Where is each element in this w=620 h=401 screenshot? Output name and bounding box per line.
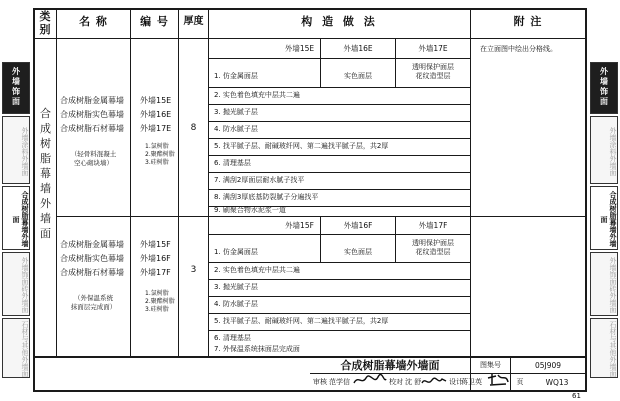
section-a-layer1-col2: 实色面层 <box>344 72 372 80</box>
right-tab-stone[interactable]: 石材与其他外墙面 <box>590 318 618 378</box>
left-tab-stone[interactable]: 石材与其他外墙面 <box>2 318 30 378</box>
design-label: 设计 <box>449 378 463 386</box>
section-b-name-1: 合成树脂金属幕墙 <box>60 240 124 249</box>
section-b-material-3: 3.硅树脂 <box>145 306 169 313</box>
reviewer-name: 范学信 <box>329 378 350 386</box>
section-b-col-head-1: 外墙15F <box>285 221 314 230</box>
left-tab-tile[interactable]: 外墙饰面砖外墙面 <box>2 252 30 316</box>
reviewer-signature <box>352 373 388 390</box>
section-b-thickness: 3 <box>190 265 197 275</box>
section-a-layer-2: 2. 实色着色填充中层共二遍 <box>214 91 300 99</box>
designer-signature <box>486 372 510 392</box>
section-b-col-head-2: 外墙16F <box>343 221 373 230</box>
designer-name: 蒋卫英 <box>461 378 482 386</box>
right-tab-resin-curtain[interactable]: 合成树脂幕墙外墙面 <box>590 186 618 250</box>
section-a-name-3: 合成树脂石材幕墙 <box>60 124 124 133</box>
section-a-code-3: 外墙17E <box>140 124 172 133</box>
page-number: 61 <box>572 392 581 400</box>
section-a-material-2: 2.聚酯树脂 <box>145 151 175 158</box>
section-a-code-2: 外墙16E <box>140 110 172 119</box>
section-b-layer1-col1: 1. 仿金属面层 <box>214 248 258 256</box>
atlas-number: 05J909 <box>534 361 562 370</box>
section-b-material-2: 2.聚酯树脂 <box>145 298 175 305</box>
section-b-layer-5: 5. 找平腻子层、耐碱玻纤网、第二遍找平腻子层，共2厚 <box>214 317 389 325</box>
category-label: 合 成 树 脂 幕 墙 外 墙 面 <box>40 107 51 240</box>
section-a-layer-5: 5. 找平腻子层、耐碱玻纤网、第二遍找平腻子层，共2厚 <box>214 142 389 150</box>
section-a-col-head-2: 外墙16E <box>343 44 373 53</box>
header-name: 名 称 <box>79 15 108 28</box>
checker-signature <box>420 373 448 392</box>
section-a-name-note: （轻骨料混凝土 空心砌块墙） <box>70 150 117 167</box>
header-code: 编 号 <box>140 15 169 28</box>
review-label: 审核 <box>313 378 327 386</box>
drawing-title: 合成树脂幕墙外墙面 <box>340 359 440 372</box>
left-tab-exterior-finish[interactable]: 外 墙 饰 面 <box>2 62 30 114</box>
checker-name: 沈 舒 <box>405 378 422 386</box>
right-side-tabs <box>588 0 620 400</box>
right-tab-coating[interactable]: 外墙涂料外墙面 <box>590 116 618 184</box>
section-b-name-note: （外保温系统 抹面层完成面） <box>70 294 117 311</box>
right-tab-tile[interactable]: 外墙饰面砖外墙面 <box>590 252 618 316</box>
section-a-thickness: 8 <box>190 123 197 133</box>
section-b-layer-6: 6. 清理基层 <box>214 334 251 342</box>
right-tab-exterior-finish[interactable]: 外 墙 饰 面 <box>590 62 618 114</box>
section-a-name-1: 合成树脂金属幕墙 <box>60 96 124 105</box>
section-a-layer-9: 9. 刷聚合物水泥浆一道 <box>214 206 286 214</box>
page-label: 页 <box>516 378 524 386</box>
section-b-layer1-col2: 实色面层 <box>344 248 372 256</box>
atlas-label: 图集号 <box>480 361 501 369</box>
section-b-layer1-col3: 透明保护面层 花纹造型层 <box>412 239 454 256</box>
section-b-col-head-3: 外墙17F <box>418 221 448 230</box>
section-b-layer-4: 4. 防水腻子层 <box>214 300 258 308</box>
left-side-tabs <box>0 0 32 400</box>
header-construction: 构 造 做 法 <box>301 15 378 28</box>
header-thickness: 厚度 <box>183 16 204 27</box>
section-b-layer-7: 7. 外保温系统抹面层完成面 <box>214 345 300 353</box>
section-a-layer-4: 4. 防水腻子层 <box>214 125 258 133</box>
section-b-code-2: 外墙16F <box>140 254 171 263</box>
section-b-code-1: 外墙15F <box>140 240 171 249</box>
section-a-layer-3: 3. 抛光腻子层 <box>214 108 258 116</box>
section-a-col-head-3: 外墙17E <box>418 44 448 53</box>
section-a-layer-8: 8. 满刮3厚底基防裂腻子分遍找平 <box>214 193 319 201</box>
section-a-layer-6: 6. 清理基层 <box>214 159 251 167</box>
section-b-name-2: 合成树脂实色幕墙 <box>60 254 124 263</box>
section-a-layer1-col3: 透明保护面层 花纹造型层 <box>412 63 454 80</box>
header-notes: 附 注 <box>513 15 543 28</box>
section-b-layer-2: 2. 实色着色填充中层共二遍 <box>214 266 300 274</box>
left-tab-coating[interactable]: 外墙涂料外墙面 <box>2 116 30 184</box>
section-a-material-3: 3.硅树脂 <box>145 159 169 166</box>
section-b-material-1: 1.氯树脂 <box>145 290 169 297</box>
section-a-col-head-1: 外墙15E <box>284 44 315 53</box>
section-a-material-1: 1.氯树脂 <box>145 143 169 150</box>
section-a-layer-7: 7. 满刮2厚面层耐水腻子找平 <box>214 176 305 184</box>
section-b-name-3: 合成树脂石材幕墙 <box>60 268 124 277</box>
section-a-name-2: 合成树脂实色幕墙 <box>60 110 124 119</box>
section-a-layer1-col1: 1. 仿金属面层 <box>214 72 258 80</box>
section-b-layer-3: 3. 抛光腻子层 <box>214 283 258 291</box>
note-text: 在立面图中绘出分格线。 <box>480 45 557 53</box>
section-a-code-1: 外墙15E <box>140 96 172 105</box>
page-code: WQ13 <box>545 378 569 387</box>
check-label: 校对 <box>389 378 403 386</box>
header-category: 类 别 <box>39 10 52 36</box>
left-tab-resin-curtain[interactable]: 合成树脂幕墙外墙面 <box>2 186 30 250</box>
section-b-code-3: 外墙17F <box>140 268 171 277</box>
